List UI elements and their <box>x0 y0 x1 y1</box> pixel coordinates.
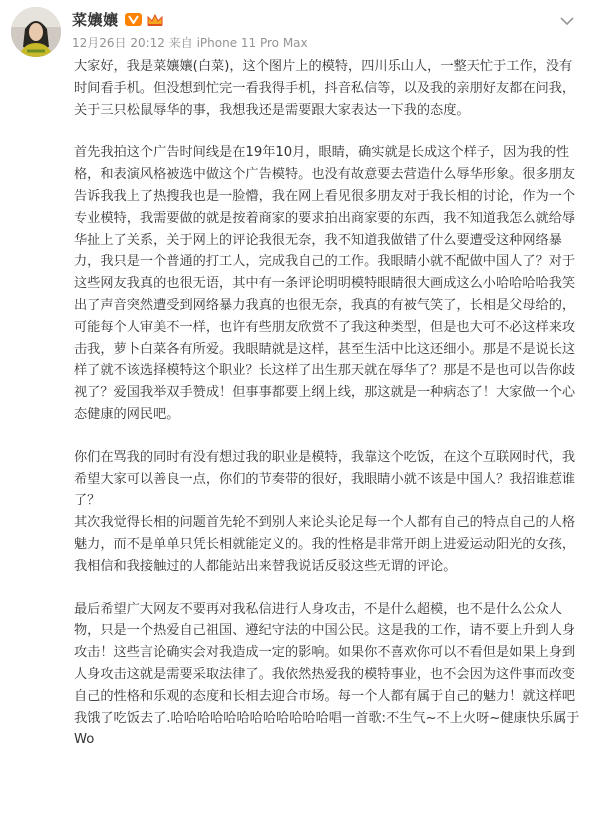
level-crown-icon <box>146 12 164 26</box>
post-paragraph-2: 首先我拍这个广告时间线是在19年10月，眼睛，确实就是长成这个样子，因为我的性格，和表演风格被选中做这个广告模特。也没有故意要去营造什么辱华形象。很多朋友告诉我我上了热搜我也是一脸懵，我在网上看见很多朋友对于我长相的讨论，作为一个专业模特，我需要做的就是按着商家的要求拍出商家要的东西，我不知道我怎么就给辱华扯上了关系，关于网上的评论我很无奈，我不知道我做错了什么要遭受这种网络暴力，我只是一个普通的打工人，完成我自己的工作。我眼睛小就不配做中国人了？对于这些网友我真的也很无语，其中有一条评论明明模特眼睛很大画成这么小哈哈哈哈我笑出了声音突然遭受到网络暴力我真的也很无奈，我真的有被气笑了，长相是父母给的，可能每个人审美不一样，也许有些朋友欣赏不了我这种类型，但是也大可不必这样来攻击我，萝卜白菜各有所爱。我眼睛就是这样，甚至生活中比这还细小。那是不是说长这样了就不该选择模特这个职业？长这样了出生那天就在辱华了？那是不是也可以告你歧视了？爱国我举双手赞成！但事事都要上纲上线，那这就是一种病态了！大家做一个心态健康的网民吧。 <box>74 145 576 422</box>
paragraph-gap <box>74 121 582 142</box>
post-meta: 12月26日 20:12 来自 iPhone 11 Pro Max <box>72 36 308 50</box>
paragraph-gap <box>74 426 582 447</box>
post-paragraph-3: 你们在骂我的同时有没有想过我的职业是模特，我靠这个吃饭，在这个互联网时代，我希望大家可以善良一点，你们的节奏带的很好，我眼睛小就不该是中国人？我招谁惹谁了？ 其次我觉得长相的问题首先轮不到别人来论头论足每一个人都有自己的特点自己的人格魅力，而不是单单只凭长相就能定义的。我的性格是非常开朗上进爱运动阳光的女孩，我相信和我接触过的人都能站出来替我说话反驳这些无谓的评论。 <box>74 449 576 574</box>
post-body <box>74 56 582 751</box>
post-paragraph-1: 大家好，我是菜孃孃(白菜)，这个图片上的模特，四川乐山人，一整天忙于工作，没有时间看手机。但没想到忙完一看我得手机，抖音私信等，以及我的亲朋好友都在问我，关于三只松鼠辱华的事，我想我还是需要跟大家表达一下我的态度。 <box>74 59 576 118</box>
author-name[interactable]: 菜孃孃 <box>72 10 119 29</box>
post-paragraph-4: 最后希望广大网友不要再对我私信进行人身攻击，不是什么超模，也不是什么公众人物，只是一个热爱自己祖国、遵纪守法的中国公民。这是我的工作，请不要上升到人身攻击！这些言论确实会对我造成一定的影响。如果你不喜欢你可以不看但是如果上身到人身攻击这就是需要采取法律了。我依然热爱我的模特事业，也不会因为这件事而改变自己的性格和乐观的态度和长相去迎合市场。每一个人都有属于自己的魅力！就这样吧我饿了吃饭去了.哈哈哈哈哈哈哈哈哈哈哈哈唱一首歌:不生气~不上火呀~健康快乐属于Wo <box>74 601 580 748</box>
post-header <box>0 0 590 56</box>
avatar-icon[interactable] <box>11 7 61 57</box>
author-row <box>72 8 164 30</box>
chevron-down-icon[interactable] <box>558 12 576 24</box>
paragraph-gap <box>74 578 582 599</box>
vip-v-icon <box>125 13 142 26</box>
